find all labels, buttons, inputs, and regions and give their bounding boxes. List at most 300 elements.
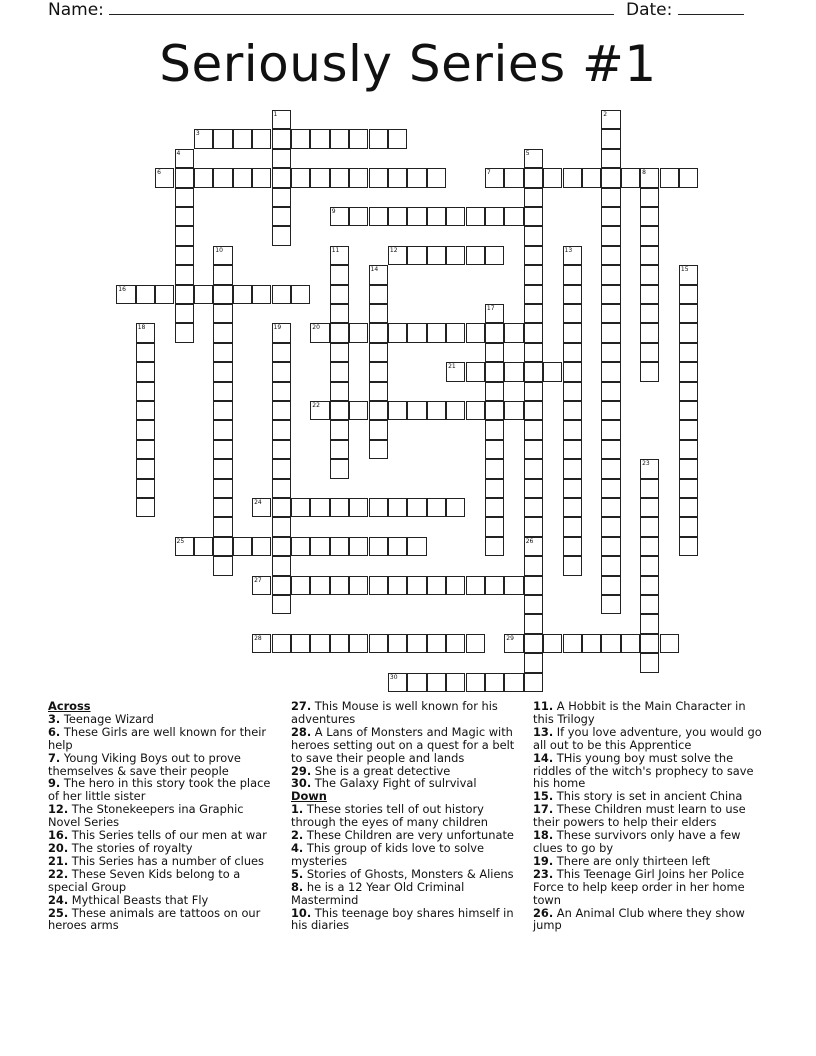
- grid-cell[interactable]: [291, 576, 310, 595]
- grid-cell[interactable]: [524, 149, 543, 168]
- grid-cell[interactable]: [213, 382, 232, 401]
- grid-cell[interactable]: [116, 285, 135, 304]
- grid-cell[interactable]: [524, 537, 543, 556]
- grid-cell[interactable]: [524, 265, 543, 284]
- grid-cell[interactable]: [369, 168, 388, 187]
- grid-cell[interactable]: [640, 168, 659, 187]
- grid-cell[interactable]: [446, 576, 465, 595]
- grid-cell[interactable]: [310, 634, 329, 653]
- grid-cell[interactable]: [291, 498, 310, 517]
- grid-cell[interactable]: [272, 129, 291, 148]
- grid-cell[interactable]: [407, 673, 426, 692]
- grid-cell[interactable]: [136, 401, 155, 420]
- grid-cell[interactable]: [485, 673, 504, 692]
- grid-cell[interactable]: [252, 634, 271, 653]
- grid-cell[interactable]: [466, 673, 485, 692]
- grid-cell[interactable]: [252, 498, 271, 517]
- grid-cell[interactable]: [640, 556, 659, 575]
- grid-cell[interactable]: [563, 265, 582, 284]
- grid-cell[interactable]: [466, 246, 485, 265]
- grid-cell[interactable]: [213, 498, 232, 517]
- grid-cell[interactable]: [466, 207, 485, 226]
- grid-cell[interactable]: [155, 168, 174, 187]
- grid-cell[interactable]: [388, 401, 407, 420]
- grid-cell[interactable]: [524, 479, 543, 498]
- grid-cell[interactable]: [330, 285, 349, 304]
- grid-cell[interactable]: [427, 673, 446, 692]
- grid-cell[interactable]: [330, 498, 349, 517]
- grid-cell[interactable]: [640, 226, 659, 245]
- grid-cell[interactable]: [640, 479, 659, 498]
- grid-cell[interactable]: [524, 382, 543, 401]
- grid-cell[interactable]: [679, 498, 698, 517]
- grid-cell[interactable]: [213, 362, 232, 381]
- grid-cell[interactable]: [601, 188, 620, 207]
- grid-cell[interactable]: [330, 401, 349, 420]
- grid-cell[interactable]: [369, 343, 388, 362]
- grid-cell[interactable]: [272, 226, 291, 245]
- grid-cell[interactable]: [330, 459, 349, 478]
- grid-cell[interactable]: [504, 634, 523, 653]
- grid-cell[interactable]: [175, 226, 194, 245]
- grid-cell[interactable]: [175, 188, 194, 207]
- grid-cell[interactable]: [524, 188, 543, 207]
- grid-cell[interactable]: [136, 479, 155, 498]
- grid-cell[interactable]: [524, 653, 543, 672]
- grid-cell[interactable]: [427, 323, 446, 342]
- grid-cell[interactable]: [563, 168, 582, 187]
- grid-cell[interactable]: [213, 479, 232, 498]
- grid-cell[interactable]: [601, 556, 620, 575]
- grid-cell[interactable]: [136, 343, 155, 362]
- grid-cell[interactable]: [252, 168, 271, 187]
- grid-cell[interactable]: [369, 285, 388, 304]
- grid-cell[interactable]: [524, 343, 543, 362]
- grid-cell[interactable]: [213, 168, 232, 187]
- grid-cell[interactable]: [563, 343, 582, 362]
- grid-cell[interactable]: [427, 634, 446, 653]
- grid-cell[interactable]: [213, 401, 232, 420]
- grid-cell[interactable]: [213, 323, 232, 342]
- grid-cell[interactable]: [136, 323, 155, 342]
- grid-cell[interactable]: [601, 595, 620, 614]
- grid-cell[interactable]: [310, 168, 329, 187]
- grid-cell[interactable]: [640, 614, 659, 633]
- grid-cell[interactable]: [485, 343, 504, 362]
- grid-cell[interactable]: [272, 343, 291, 362]
- grid-cell[interactable]: [272, 401, 291, 420]
- grid-cell[interactable]: [369, 129, 388, 148]
- grid-cell[interactable]: [524, 634, 543, 653]
- grid-cell[interactable]: [310, 498, 329, 517]
- grid-cell[interactable]: [504, 323, 523, 342]
- grid-cell[interactable]: [407, 401, 426, 420]
- grid-cell[interactable]: [369, 304, 388, 323]
- grid-cell[interactable]: [213, 537, 232, 556]
- grid-cell[interactable]: [194, 129, 213, 148]
- grid-cell[interactable]: [213, 343, 232, 362]
- grid-cell[interactable]: [640, 323, 659, 342]
- grid-cell[interactable]: [563, 440, 582, 459]
- grid-cell[interactable]: [582, 634, 601, 653]
- grid-cell[interactable]: [427, 246, 446, 265]
- grid-cell[interactable]: [175, 168, 194, 187]
- grid-cell[interactable]: [485, 207, 504, 226]
- grid-cell[interactable]: [679, 440, 698, 459]
- grid-cell[interactable]: [175, 285, 194, 304]
- grid-cell[interactable]: [427, 207, 446, 226]
- grid-cell[interactable]: [485, 420, 504, 439]
- grid-cell[interactable]: [504, 362, 523, 381]
- grid-cell[interactable]: [252, 129, 271, 148]
- grid-cell[interactable]: [272, 634, 291, 653]
- grid-cell[interactable]: [601, 323, 620, 342]
- grid-cell[interactable]: [446, 498, 465, 517]
- grid-cell[interactable]: [524, 556, 543, 575]
- grid-cell[interactable]: [194, 537, 213, 556]
- grid-cell[interactable]: [427, 498, 446, 517]
- grid-cell[interactable]: [679, 168, 698, 187]
- grid-cell[interactable]: [524, 323, 543, 342]
- grid-cell[interactable]: [291, 537, 310, 556]
- grid-cell[interactable]: [563, 323, 582, 342]
- grid-cell[interactable]: [330, 168, 349, 187]
- grid-cell[interactable]: [369, 362, 388, 381]
- grid-cell[interactable]: [563, 362, 582, 381]
- grid-cell[interactable]: [330, 129, 349, 148]
- grid-cell[interactable]: [466, 576, 485, 595]
- grid-cell[interactable]: [524, 595, 543, 614]
- grid-cell[interactable]: [349, 168, 368, 187]
- grid-cell[interactable]: [660, 168, 679, 187]
- grid-cell[interactable]: [388, 673, 407, 692]
- grid-cell[interactable]: [291, 285, 310, 304]
- grid-cell[interactable]: [543, 634, 562, 653]
- grid-cell[interactable]: [563, 634, 582, 653]
- grid-cell[interactable]: [640, 265, 659, 284]
- grid-cell[interactable]: [136, 420, 155, 439]
- grid-cell[interactable]: [466, 362, 485, 381]
- grid-cell[interactable]: [427, 576, 446, 595]
- grid-cell[interactable]: [213, 556, 232, 575]
- grid-cell[interactable]: [427, 401, 446, 420]
- grid-cell[interactable]: [563, 401, 582, 420]
- grid-cell[interactable]: [194, 168, 213, 187]
- grid-cell[interactable]: [660, 634, 679, 653]
- grid-cell[interactable]: [524, 576, 543, 595]
- grid-cell[interactable]: [272, 382, 291, 401]
- grid-cell[interactable]: [194, 285, 213, 304]
- grid-cell[interactable]: [175, 304, 194, 323]
- grid-cell[interactable]: [601, 517, 620, 536]
- grid-cell[interactable]: [524, 226, 543, 245]
- grid-cell[interactable]: [485, 498, 504, 517]
- grid-cell[interactable]: [640, 285, 659, 304]
- grid-cell[interactable]: [233, 285, 252, 304]
- grid-cell[interactable]: [563, 498, 582, 517]
- grid-cell[interactable]: [310, 401, 329, 420]
- grid-cell[interactable]: [640, 459, 659, 478]
- grid-cell[interactable]: [524, 285, 543, 304]
- grid-cell[interactable]: [543, 362, 562, 381]
- grid-cell[interactable]: [601, 168, 620, 187]
- grid-cell[interactable]: [601, 149, 620, 168]
- grid-cell[interactable]: [330, 323, 349, 342]
- grid-cell[interactable]: [524, 517, 543, 536]
- grid-cell[interactable]: [213, 304, 232, 323]
- grid-cell[interactable]: [485, 576, 504, 595]
- grid-cell[interactable]: [640, 517, 659, 536]
- grid-cell[interactable]: [524, 168, 543, 187]
- grid-cell[interactable]: [369, 207, 388, 226]
- grid-cell[interactable]: [407, 246, 426, 265]
- grid-cell[interactable]: [369, 537, 388, 556]
- grid-cell[interactable]: [466, 634, 485, 653]
- grid-cell[interactable]: [213, 129, 232, 148]
- grid-cell[interactable]: [213, 440, 232, 459]
- grid-cell[interactable]: [330, 246, 349, 265]
- grid-cell[interactable]: [601, 129, 620, 148]
- grid-cell[interactable]: [136, 498, 155, 517]
- grid-cell[interactable]: [407, 634, 426, 653]
- grid-cell[interactable]: [330, 537, 349, 556]
- grid-cell[interactable]: [601, 537, 620, 556]
- grid-cell[interactable]: [388, 246, 407, 265]
- grid-cell[interactable]: [349, 634, 368, 653]
- grid-cell[interactable]: [388, 576, 407, 595]
- grid-cell[interactable]: [175, 537, 194, 556]
- grid-cell[interactable]: [272, 595, 291, 614]
- grid-cell[interactable]: [272, 285, 291, 304]
- grid-cell[interactable]: [233, 537, 252, 556]
- grid-cell[interactable]: [446, 207, 465, 226]
- grid-cell[interactable]: [621, 634, 640, 653]
- grid-cell[interactable]: [601, 576, 620, 595]
- grid-cell[interactable]: [679, 420, 698, 439]
- grid-cell[interactable]: [485, 537, 504, 556]
- grid-cell[interactable]: [524, 459, 543, 478]
- grid-cell[interactable]: [330, 634, 349, 653]
- grid-cell[interactable]: [601, 246, 620, 265]
- grid-cell[interactable]: [640, 188, 659, 207]
- grid-cell[interactable]: [621, 168, 640, 187]
- grid-cell[interactable]: [640, 576, 659, 595]
- grid-cell[interactable]: [272, 362, 291, 381]
- grid-cell[interactable]: [446, 246, 465, 265]
- grid-cell[interactable]: [291, 129, 310, 148]
- grid-cell[interactable]: [524, 420, 543, 439]
- grid-cell[interactable]: [524, 673, 543, 692]
- grid-cell[interactable]: [291, 634, 310, 653]
- grid-cell[interactable]: [427, 168, 446, 187]
- grid-cell[interactable]: [679, 537, 698, 556]
- grid-cell[interactable]: [601, 382, 620, 401]
- grid-cell[interactable]: [601, 285, 620, 304]
- grid-cell[interactable]: [601, 304, 620, 323]
- grid-cell[interactable]: [349, 129, 368, 148]
- grid-cell[interactable]: [136, 362, 155, 381]
- grid-cell[interactable]: [272, 188, 291, 207]
- grid-cell[interactable]: [601, 265, 620, 284]
- grid-cell[interactable]: [330, 207, 349, 226]
- grid-cell[interactable]: [310, 129, 329, 148]
- grid-cell[interactable]: [388, 129, 407, 148]
- grid-cell[interactable]: [485, 323, 504, 342]
- grid-cell[interactable]: [504, 207, 523, 226]
- grid-cell[interactable]: [252, 537, 271, 556]
- grid-cell[interactable]: [485, 517, 504, 536]
- grid-cell[interactable]: [407, 498, 426, 517]
- grid-cell[interactable]: [582, 168, 601, 187]
- grid-cell[interactable]: [349, 401, 368, 420]
- grid-cell[interactable]: [136, 382, 155, 401]
- grid-cell[interactable]: [388, 634, 407, 653]
- grid-cell[interactable]: [213, 459, 232, 478]
- grid-cell[interactable]: [601, 401, 620, 420]
- grid-cell[interactable]: [563, 420, 582, 439]
- grid-cell[interactable]: [369, 420, 388, 439]
- grid-cell[interactable]: [272, 517, 291, 536]
- grid-cell[interactable]: [601, 362, 620, 381]
- grid-cell[interactable]: [291, 168, 310, 187]
- grid-cell[interactable]: [407, 323, 426, 342]
- grid-cell[interactable]: [388, 537, 407, 556]
- grid-cell[interactable]: [524, 440, 543, 459]
- grid-cell[interactable]: [679, 459, 698, 478]
- grid-cell[interactable]: [349, 537, 368, 556]
- grid-cell[interactable]: [601, 440, 620, 459]
- grid-cell[interactable]: [563, 537, 582, 556]
- grid-cell[interactable]: [349, 576, 368, 595]
- grid-cell[interactable]: [272, 323, 291, 342]
- grid-cell[interactable]: [369, 634, 388, 653]
- grid-cell[interactable]: [369, 498, 388, 517]
- grid-cell[interactable]: [310, 576, 329, 595]
- grid-cell[interactable]: [388, 207, 407, 226]
- grid-cell[interactable]: [252, 285, 271, 304]
- grid-cell[interactable]: [504, 168, 523, 187]
- grid-cell[interactable]: [640, 653, 659, 672]
- grid-cell[interactable]: [504, 401, 523, 420]
- grid-cell[interactable]: [349, 498, 368, 517]
- grid-cell[interactable]: [563, 479, 582, 498]
- grid-cell[interactable]: [272, 110, 291, 129]
- grid-cell[interactable]: [330, 382, 349, 401]
- grid-cell[interactable]: [679, 285, 698, 304]
- grid-cell[interactable]: [369, 440, 388, 459]
- grid-cell[interactable]: [272, 479, 291, 498]
- grid-cell[interactable]: [485, 440, 504, 459]
- grid-cell[interactable]: [272, 168, 291, 187]
- grid-cell[interactable]: [524, 362, 543, 381]
- grid-cell[interactable]: [136, 285, 155, 304]
- grid-cell[interactable]: [330, 265, 349, 284]
- grid-cell[interactable]: [485, 382, 504, 401]
- grid-cell[interactable]: [679, 343, 698, 362]
- grid-cell[interactable]: [466, 323, 485, 342]
- grid-cell[interactable]: [563, 246, 582, 265]
- grid-cell[interactable]: [601, 479, 620, 498]
- grid-cell[interactable]: [272, 498, 291, 517]
- grid-cell[interactable]: [504, 673, 523, 692]
- grid-cell[interactable]: [601, 207, 620, 226]
- grid-cell[interactable]: [446, 323, 465, 342]
- grid-cell[interactable]: [640, 634, 659, 653]
- grid-cell[interactable]: [563, 556, 582, 575]
- grid-cell[interactable]: [330, 362, 349, 381]
- grid-cell[interactable]: [524, 401, 543, 420]
- grid-cell[interactable]: [563, 285, 582, 304]
- grid-cell[interactable]: [563, 459, 582, 478]
- grid-cell[interactable]: [136, 440, 155, 459]
- grid-cell[interactable]: [466, 401, 485, 420]
- grid-cell[interactable]: [272, 149, 291, 168]
- grid-cell[interactable]: [272, 576, 291, 595]
- grid-cell[interactable]: [679, 382, 698, 401]
- grid-cell[interactable]: [407, 168, 426, 187]
- grid-cell[interactable]: [485, 459, 504, 478]
- grid-cell[interactable]: [136, 459, 155, 478]
- grid-cell[interactable]: [563, 517, 582, 536]
- grid-cell[interactable]: [524, 207, 543, 226]
- grid-cell[interactable]: [369, 265, 388, 284]
- grid-cell[interactable]: [369, 576, 388, 595]
- grid-cell[interactable]: [446, 673, 465, 692]
- grid-cell[interactable]: [175, 207, 194, 226]
- grid-cell[interactable]: [272, 537, 291, 556]
- grid-cell[interactable]: [640, 343, 659, 362]
- grid-cell[interactable]: [175, 323, 194, 342]
- grid-cell[interactable]: [601, 343, 620, 362]
- grid-cell[interactable]: [524, 498, 543, 517]
- grid-cell[interactable]: [330, 304, 349, 323]
- grid-cell[interactable]: [543, 168, 562, 187]
- grid-cell[interactable]: [213, 420, 232, 439]
- grid-cell[interactable]: [446, 401, 465, 420]
- grid-cell[interactable]: [349, 207, 368, 226]
- grid-cell[interactable]: [601, 226, 620, 245]
- grid-cell[interactable]: [446, 634, 465, 653]
- grid-cell[interactable]: [330, 440, 349, 459]
- grid-cell[interactable]: [233, 129, 252, 148]
- grid-cell[interactable]: [213, 265, 232, 284]
- grid-cell[interactable]: [330, 576, 349, 595]
- grid-cell[interactable]: [252, 576, 271, 595]
- grid-cell[interactable]: [388, 498, 407, 517]
- grid-cell[interactable]: [485, 246, 504, 265]
- grid-cell[interactable]: [175, 265, 194, 284]
- grid-cell[interactable]: [640, 595, 659, 614]
- grid-cell[interactable]: [310, 323, 329, 342]
- grid-cell[interactable]: [388, 323, 407, 342]
- grid-cell[interactable]: [640, 304, 659, 323]
- grid-cell[interactable]: [601, 498, 620, 517]
- grid-cell[interactable]: [679, 265, 698, 284]
- grid-cell[interactable]: [369, 382, 388, 401]
- grid-cell[interactable]: [330, 343, 349, 362]
- grid-cell[interactable]: [175, 149, 194, 168]
- grid-cell[interactable]: [155, 285, 174, 304]
- grid-cell[interactable]: [369, 323, 388, 342]
- grid-cell[interactable]: [485, 479, 504, 498]
- grid-cell[interactable]: [524, 246, 543, 265]
- grid-cell[interactable]: [601, 459, 620, 478]
- grid-cell[interactable]: [504, 576, 523, 595]
- grid-cell[interactable]: [272, 459, 291, 478]
- grid-cell[interactable]: [213, 285, 232, 304]
- grid-cell[interactable]: [563, 304, 582, 323]
- grid-cell[interactable]: [640, 537, 659, 556]
